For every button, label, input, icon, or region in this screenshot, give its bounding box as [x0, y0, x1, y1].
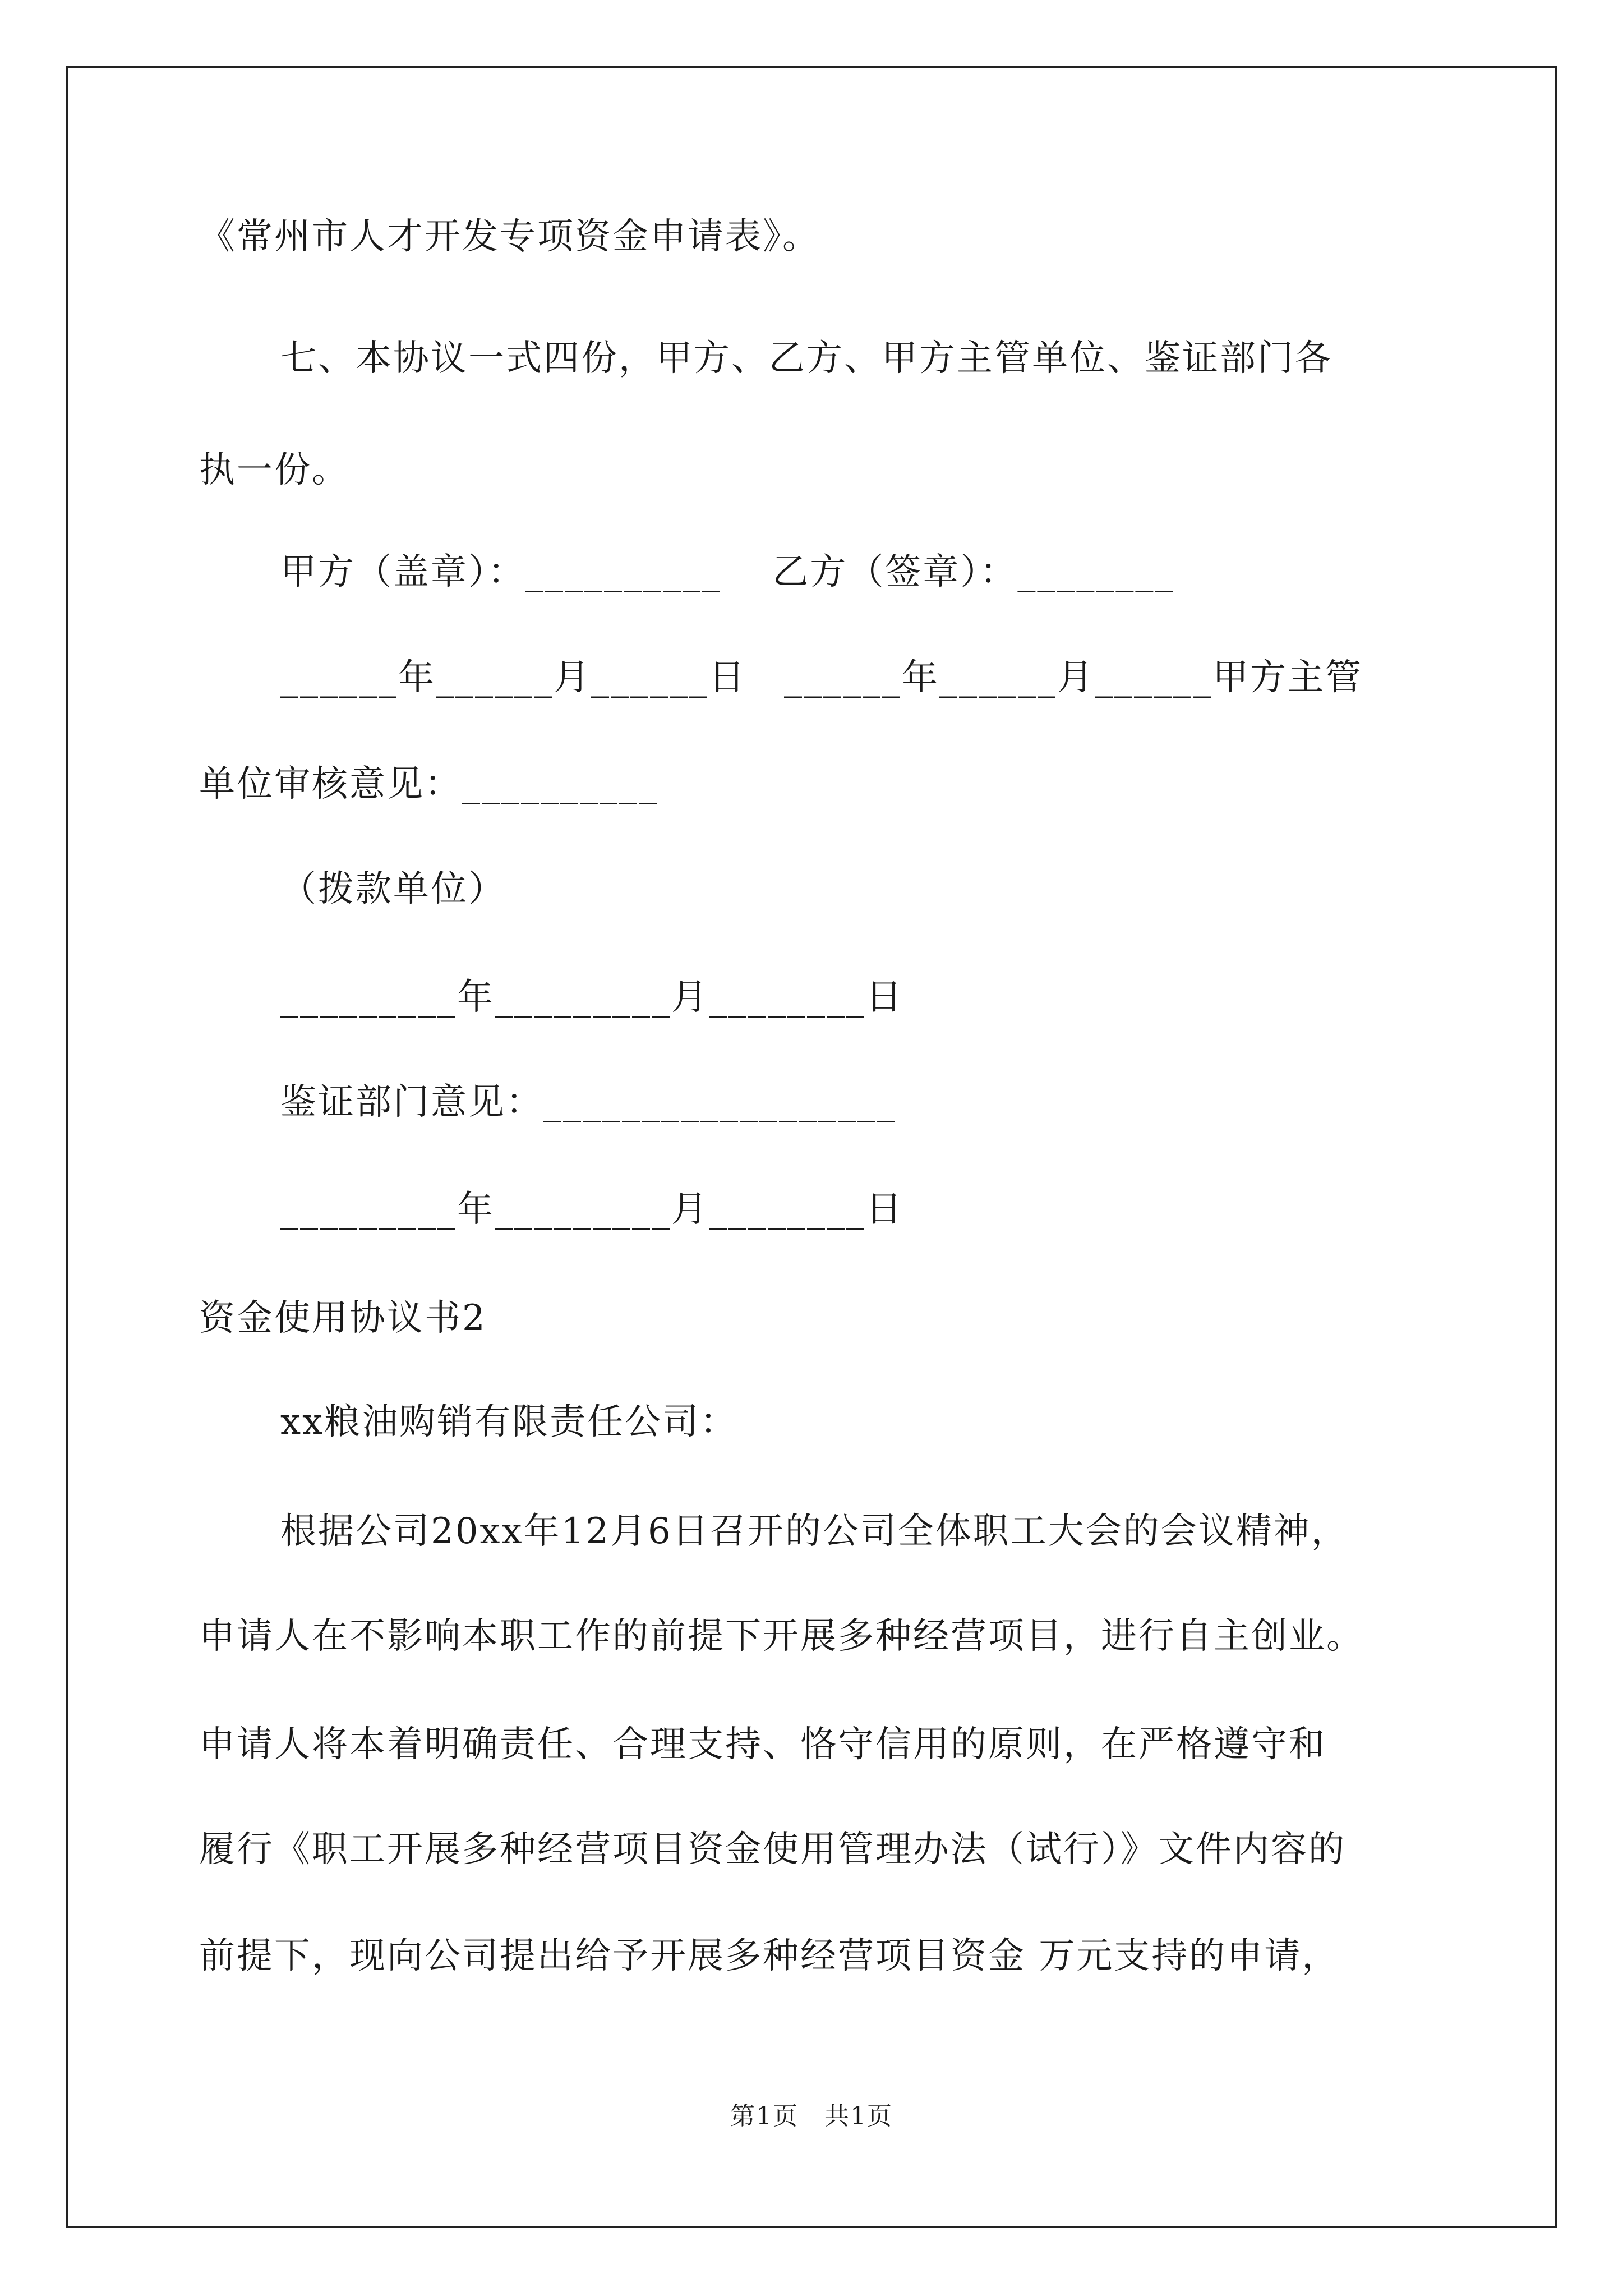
paragraph-line: 根据公司20xx年12月6日召开的公司全体职工大会的会议精神，: [280, 1511, 1349, 1552]
date-line: _________年_________月________日: [280, 1189, 903, 1230]
paragraph-line: 履行《职工开展多种经营项目资金使用管理办法（试行）》文件内容的: [199, 1829, 1346, 1870]
date-line: ______年______月______日 ______年______月______甲方主管: [280, 657, 1363, 698]
text-line: 执一份。: [199, 449, 349, 491]
signature-line: 甲方（盖章）：__________ 乙方（签章）：________: [280, 551, 1175, 593]
text-line: 鉴证部门意见：__________________: [280, 1082, 897, 1123]
page-border: [66, 66, 1557, 2228]
paragraph-line: 申请人将本着明确责任、合理支持、恪守信用的原则，在严格遵守和: [199, 1724, 1326, 1765]
date-line: _________年_________月________日: [280, 977, 903, 1018]
text-line: 单位审核意见：__________: [199, 763, 658, 805]
text-line: 《常州市人才开发专项资金申请表》。: [199, 216, 820, 257]
text-line: （拨款单位）: [280, 868, 506, 910]
section-heading: 资金使用协议书2: [199, 1297, 487, 1339]
page-footer: 第1页 共1页: [730, 2102, 893, 2131]
paragraph-line: 申请人在不影响本职工作的前提下开展多种经营项目，进行自主创业。: [199, 1616, 1364, 1657]
text-line: 七、本协议一式四份，甲方、乙方、甲方主管单位、鉴证部门各: [280, 338, 1332, 379]
paragraph-line: 前提下，现向公司提出给予开展多种经营项目资金 万元支持的申请，: [199, 1935, 1340, 1977]
addressee: xx粮油购销有限责任公司：: [280, 1401, 738, 1443]
